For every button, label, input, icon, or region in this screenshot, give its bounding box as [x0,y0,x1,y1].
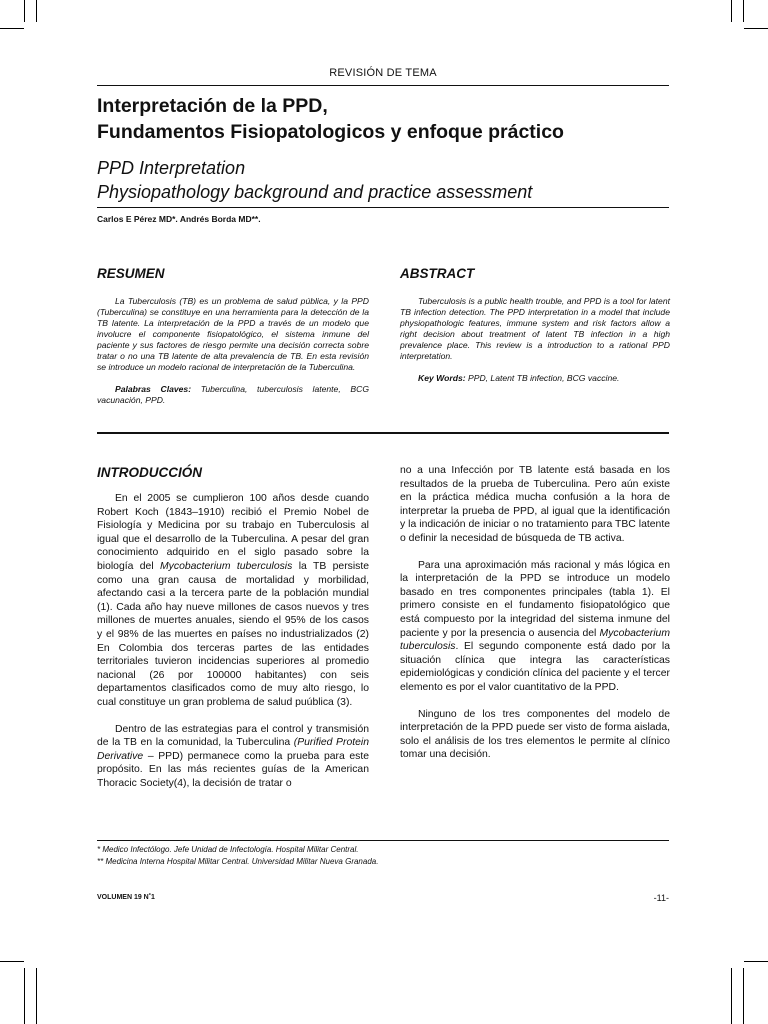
resumen-heading: RESUMEN [97,266,165,281]
resumen-keywords [97,384,369,406]
intro-paragraph: no a una Infección por TB latente está basada en los resultados de la prueba de Tuberculina. Pero aún existe en la práctica médica mucha confusión a la hora de interpretar la prueba de PPD, al igual que la identificación y la indicación de iniciar o no tratamiento para TBC latente o definir la necesidad de búsqueda de TB activa. [400,465,670,544]
footnote: * Medico Infectólogo. Jefe Unidad de Infectología. Hospital Militar Central. [97,845,359,854]
species-name: Mycobacterium tuberculosis [400,627,670,653]
section-label: REVISIÓN DE TEMA [329,67,437,79]
footnote-rule [97,840,669,841]
volume-label: VOLUMEN 19 N˚1 [97,894,155,901]
article-title-line: Interpretación de la PPD, [97,95,328,117]
header-rule [97,85,669,86]
page-number: -11- [653,893,669,903]
article-subtitle-line: PPD Interpretation [97,158,246,178]
intro-column-left [97,492,369,803]
text-run: . El segundo componente está dado por la situación clínica que integra las características epidemiológicas y condición clínica del paciente y el tercer elemento es por el valor cuantitativo de la PPD. [400,641,670,693]
article-title-line: Fundamentos Fisiopatologicos y enfoque práctico [97,121,564,143]
title-rule [97,207,669,208]
footnotes [97,844,669,868]
keywords-label: Palabras Claves: [115,384,192,394]
section-rule [97,432,669,434]
abstract-keywords [400,373,670,384]
article-title [97,93,677,145]
footnote: ** Medicina Interna Hospital Militar Central. Universidad Militar Nueva Granada. [97,857,379,866]
article-subtitle-line: Physiopathology background and practice assessment [97,182,533,202]
intro-heading: INTRODUCCIÓN [97,465,202,480]
species-name: Mycobacterium tuberculosis [160,560,293,572]
text-run: En el 2005 se cumplieron 100 años desde cuando Robert Koch (1843–1910) recibió el Premio Nobel de Fisiología y Medicina por su trabajo en Tuberculosis al igual que el desarrollo de la Tuberculina. A pesar del gran conocimiento adquirido en el siglo pasado sobre la biología del [97,493,369,572]
abstract-body [400,296,670,384]
term-name: (Purified Protein Derivative [97,737,369,762]
resumen-text: La Tuberculosis (TB) es un problema de salud pública, y la PPD (Tuberculina) se constituye en una herramienta para la detección de la TB latente. La interpretación de la PPD a través de un modelo que involucre el componente fisiopatológico, el sistema inmune del paciente y sus factores de riesgo permite una decisión correcta sobre tratar o no una TB latente de alta prevalencia de TB. En esta revisión se introduce un modelo racional de interpretación de la Tuberculina. [97,296,369,372]
intro-paragraph: Ninguno de los tres componentes del modelo de interpretación de la PPD puede ser visto de forma aislada, solo el análisis de los tres elementos le permite al clínico tomar una decisión. [400,708,670,761]
article-subtitle [97,156,677,204]
text-run: la TB persiste como una gran causa de mortalidad y morbilidad, afectando casi a la tercera parte de la población mundial (1). Cada año hay nueve millones de casos nuevos y tres millones de muertes anuales, siendo el 95% de los casos y el 98% de las muertes en países no industrializados (2) En Colombia dos terceras partes de las entidades territoriales tuvieron incidencias superiores al promedio nacional (26 por 100000 habitantes) con seis departamentos clasificados como de muy alto riesgo, lo cual constituye un gran problema de salud puública (3). [97,560,370,708]
keywords-text: PPD, Latent TB infection, BCG vaccine. [467,373,620,383]
intro-paragraph [97,723,369,791]
text-run: Para una aproximación más racional y más lógica en la interpretación de la PPD se introduce un modelo basado en tres componentes principales (tabla 1). El primero consiste en el fundamento fisiopatológico que está compuesto por la integridad del sistema inmune del paciente y por la presencia o ausencia del [400,559,670,639]
intro-column-right [400,464,670,775]
intro-paragraph [97,492,369,710]
text-run: Dentro de las estrategias para el control y transmisión de la TB en la comunidad, la Tuberculina [97,723,369,749]
abstract-text: Tuberculosis is a public health trouble, and PPD is a tool for latent TB infection detection. The PPD interpretation in a model that include physiopathologic features, immune system and risk factors allow a right decision about treatment of latent TB infection in a high prevalence place. This review is a introduction to a rational PPD interpretation. [400,296,670,361]
intro-paragraph [400,559,670,695]
text-run: – PPD) permanece como la prueba para este propósito. En las más recientes guías de la American Thoracic Society(4), la decisión de tratar o [97,750,369,789]
keywords-label: Key Words: [418,373,466,383]
keywords-text: Tuberculina, tuberculosis latente, BCG vacunación, PPD. [97,384,369,405]
abstract-heading: ABSTRACT [400,266,475,281]
authors: Carlos E Pérez MD*. Andrés Borda MD**. [97,214,261,224]
resumen-body [97,296,369,406]
